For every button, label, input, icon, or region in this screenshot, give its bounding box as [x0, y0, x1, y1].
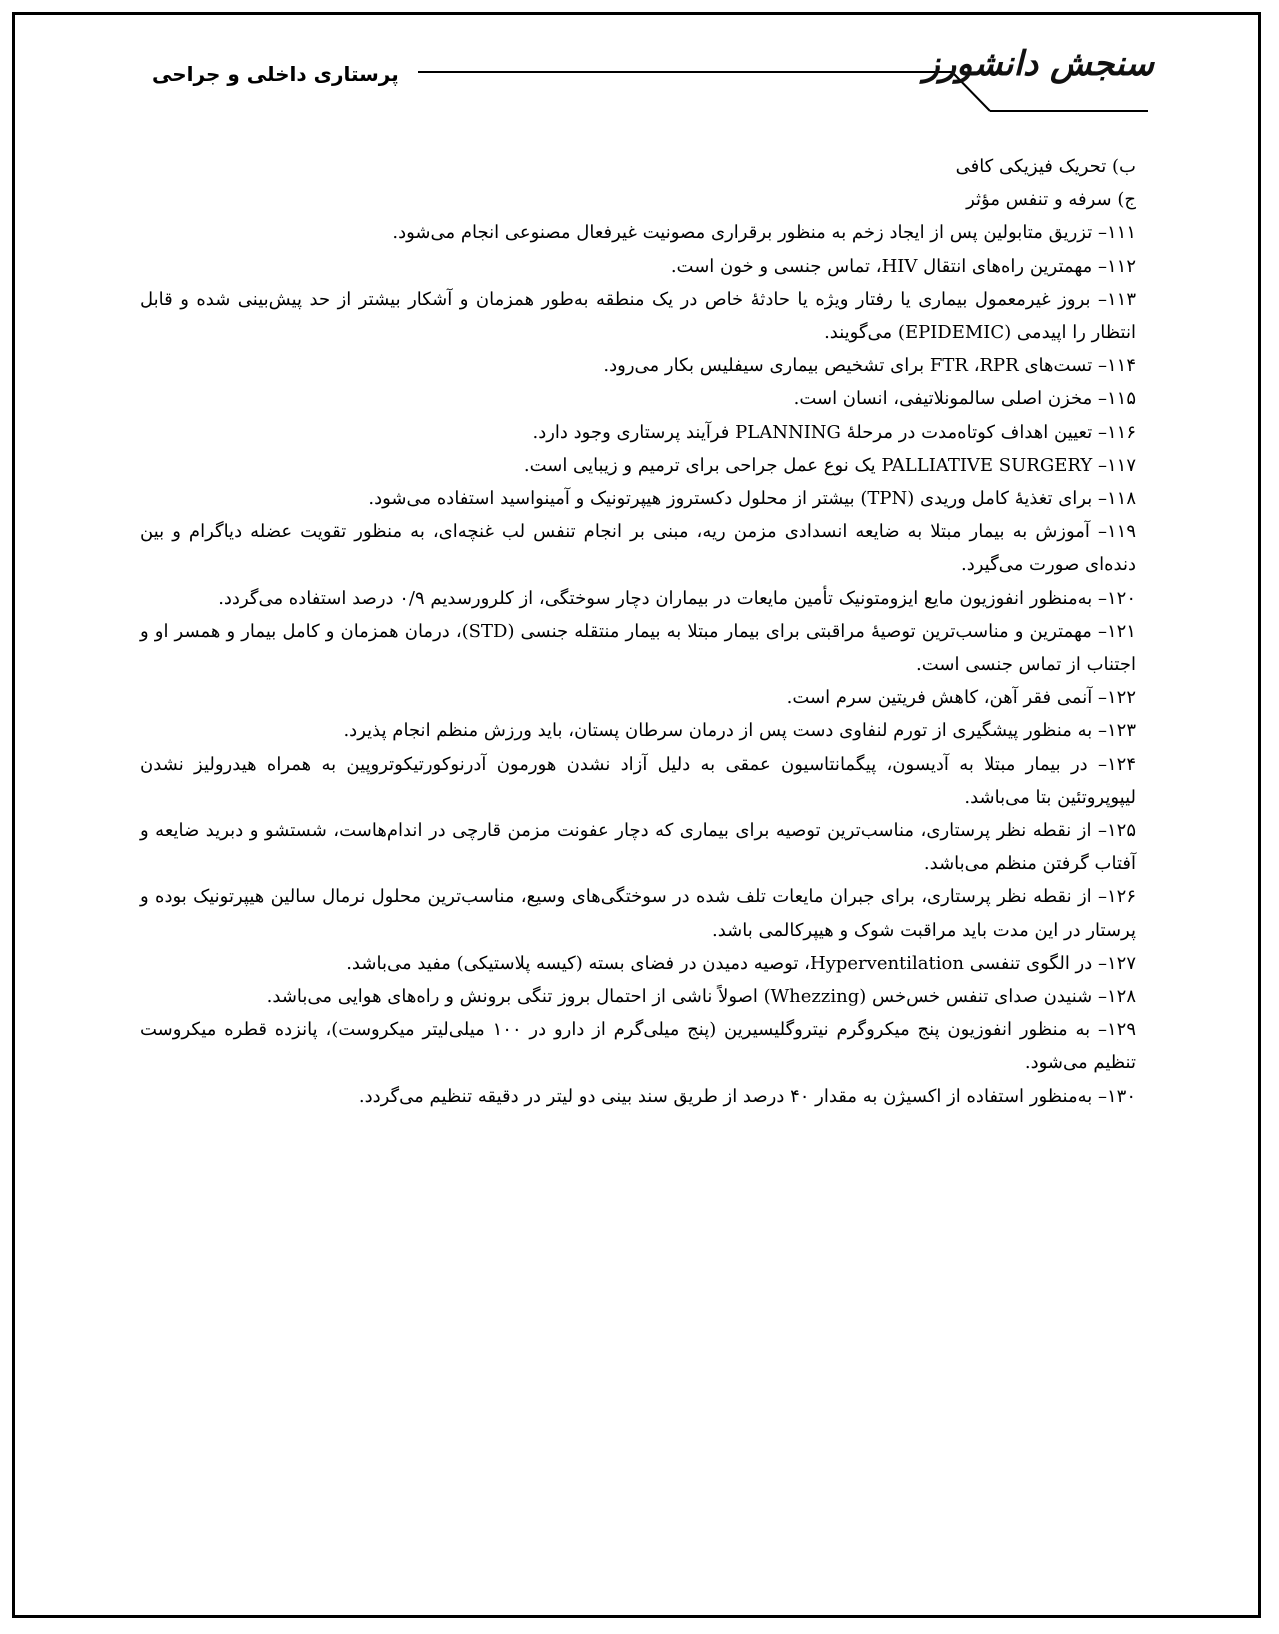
list-item: ۱۲۷– در الگوی تنفسی Hyperventilation، توصیه دمیدن در فضای بسته (کیسه پلاستیکی) مفید می‌باشد.	[346, 952, 1136, 974]
list-item: ۱۲۹– به منظور انفوزیون پنج میکروگرم نیتروگلیسیرین (پنج میلی‌گرم از دارو در ۱۰۰ میلی‌لیتر میکروست)، پانزده قطره میکروست تنظیم می‌شود.	[140, 1019, 1136, 1074]
question-list	[140, 150, 1136, 1113]
list-item: ۱۲۵– از نقطه نظر پرستاری، مناسب‌ترین توصیه برای بیماری که دچار عفونت مزمن قارچی در اندام‌هاست، شستشو و دبرید ضایعه و آفتاب گرفتن منظم می‌باشد.	[140, 820, 1136, 875]
list-item: ج) سرفه و تنفس مؤثر	[966, 189, 1136, 211]
section-title: پرستاری داخلی و جراحی	[152, 62, 399, 86]
list-item: ۱۲۲– آنمی فقر آهن، کاهش فریتین سرم است.	[786, 687, 1136, 709]
brand-logo: سنجش دانشورز	[923, 44, 1154, 84]
list-item: ۱۲۱– مهمترین و مناسب‌ترین توصیهٔ مراقبتی برای بیمار مبتلا به بیمار منتقله جنسی (STD)، درمان همزمان و کامل بیمار و همسر او و اجتناب از تماس جنسی است.	[140, 620, 1136, 676]
list-item: ۱۱۳– بروز غیرمعمول بیماری یا رفتار ویژه یا حادثهٔ خاص در یک منطقه به‌طور همزمان و آشکار بیشتر از حد پیش‌بینی شده و قابل انتظار را اپیدمی (EPIDEMIC) می‌گویند.	[140, 288, 1136, 344]
list-item: ۱۱۹– آموزش به بیمار مبتلا به ضایعه انسدادی مزمن ریه، مبنی بر انجام تنفس لب غنچه‌ای، به منظور تقویت عضله دیاگرام و بین دنده‌ای صورت می‌گیرد.	[140, 521, 1136, 576]
list-item: ۱۱۸– برای تغذیهٔ کامل وریدی (TPN) بیشتر از محلول دکستروز هیپرتونیک و آمینواسید استفاده می‌شود.	[368, 488, 1136, 510]
list-item: ۱۱۷– PALLIATIVE SURGERY یک نوع عمل جراحی برای ترمیم و زیبایی است.	[523, 454, 1136, 476]
list-item: ۱۱۲– مهمترین راه‌های انتقال HIV، تماس جنسی و خون است.	[670, 255, 1136, 277]
list-item: ۱۳۰– به‌منظور استفاده از اکسیژن به مقدار ۴۰ درصد از طریق سند بینی دو لیتر در دقیقه تنظیم می‌گردد.	[358, 1085, 1136, 1107]
list-item: ۱۱۱– تزریق متابولین پس از ایجاد زخم به منظور برقراری مصونیت غیرفعال مصنوعی انجام می‌شود.	[392, 222, 1136, 244]
list-item: ۱۲۰– به‌منظور انفوزیون مایع ایزومتونیک تأمین مایعات در بیماران دچار سوختگی، از کلرورسدیم ۰/۹ درصد استفاده می‌گردد.	[218, 587, 1136, 609]
list-item: ۱۲۸– شنیدن صدای تنفس خس‌خس (Whezzing) اصولاً ناشی از احتمال بروز تنگی برونش و راه‌های هوایی می‌باشد.	[266, 986, 1136, 1008]
list-item: ۱۱۶– تعیین اهداف کوتاه‌مدت در مرحلهٔ PLANNING فرآیند پرستاری وجود دارد.	[532, 421, 1136, 443]
list-item: ۱۲۶– از نقطه نظر پرستاری، برای جبران مایعات تلف شده در سوختگی‌های وسیع، مناسب‌ترین محلول نرمال سالین هیپرتونیک بوده و پرستار در این مدت باید مراقبت شوک و هیپرکالمی باشد.	[140, 886, 1136, 941]
list-item: ۱۲۴– در بیمار مبتلا به آدیسون، پیگمانتاسیون عمقی به دلیل آزاد نشدن هورمون آدرنوکورتیکوتروپین به همراه هیدرولیز نشدن لیپوپروتئین بتا می‌باشد.	[140, 753, 1136, 808]
list-item: ب) تحریک فیزیکی کافی	[955, 156, 1136, 177]
list-item: ۱۱۴– تست‌های FTR ،RPR برای تشخیص بیماری سیفلیس بکار می‌رود.	[603, 355, 1136, 377]
list-item: ۱۲۳– به منظور پیشگیری از تورم لنفاوی دست پس از درمان سرطان پستان، باید ورزش منظم انجام پذیرد.	[343, 720, 1136, 742]
list-item: ۱۱۵– مخزن اصلی سالمونلاتیفی، انسان است.	[793, 388, 1136, 410]
